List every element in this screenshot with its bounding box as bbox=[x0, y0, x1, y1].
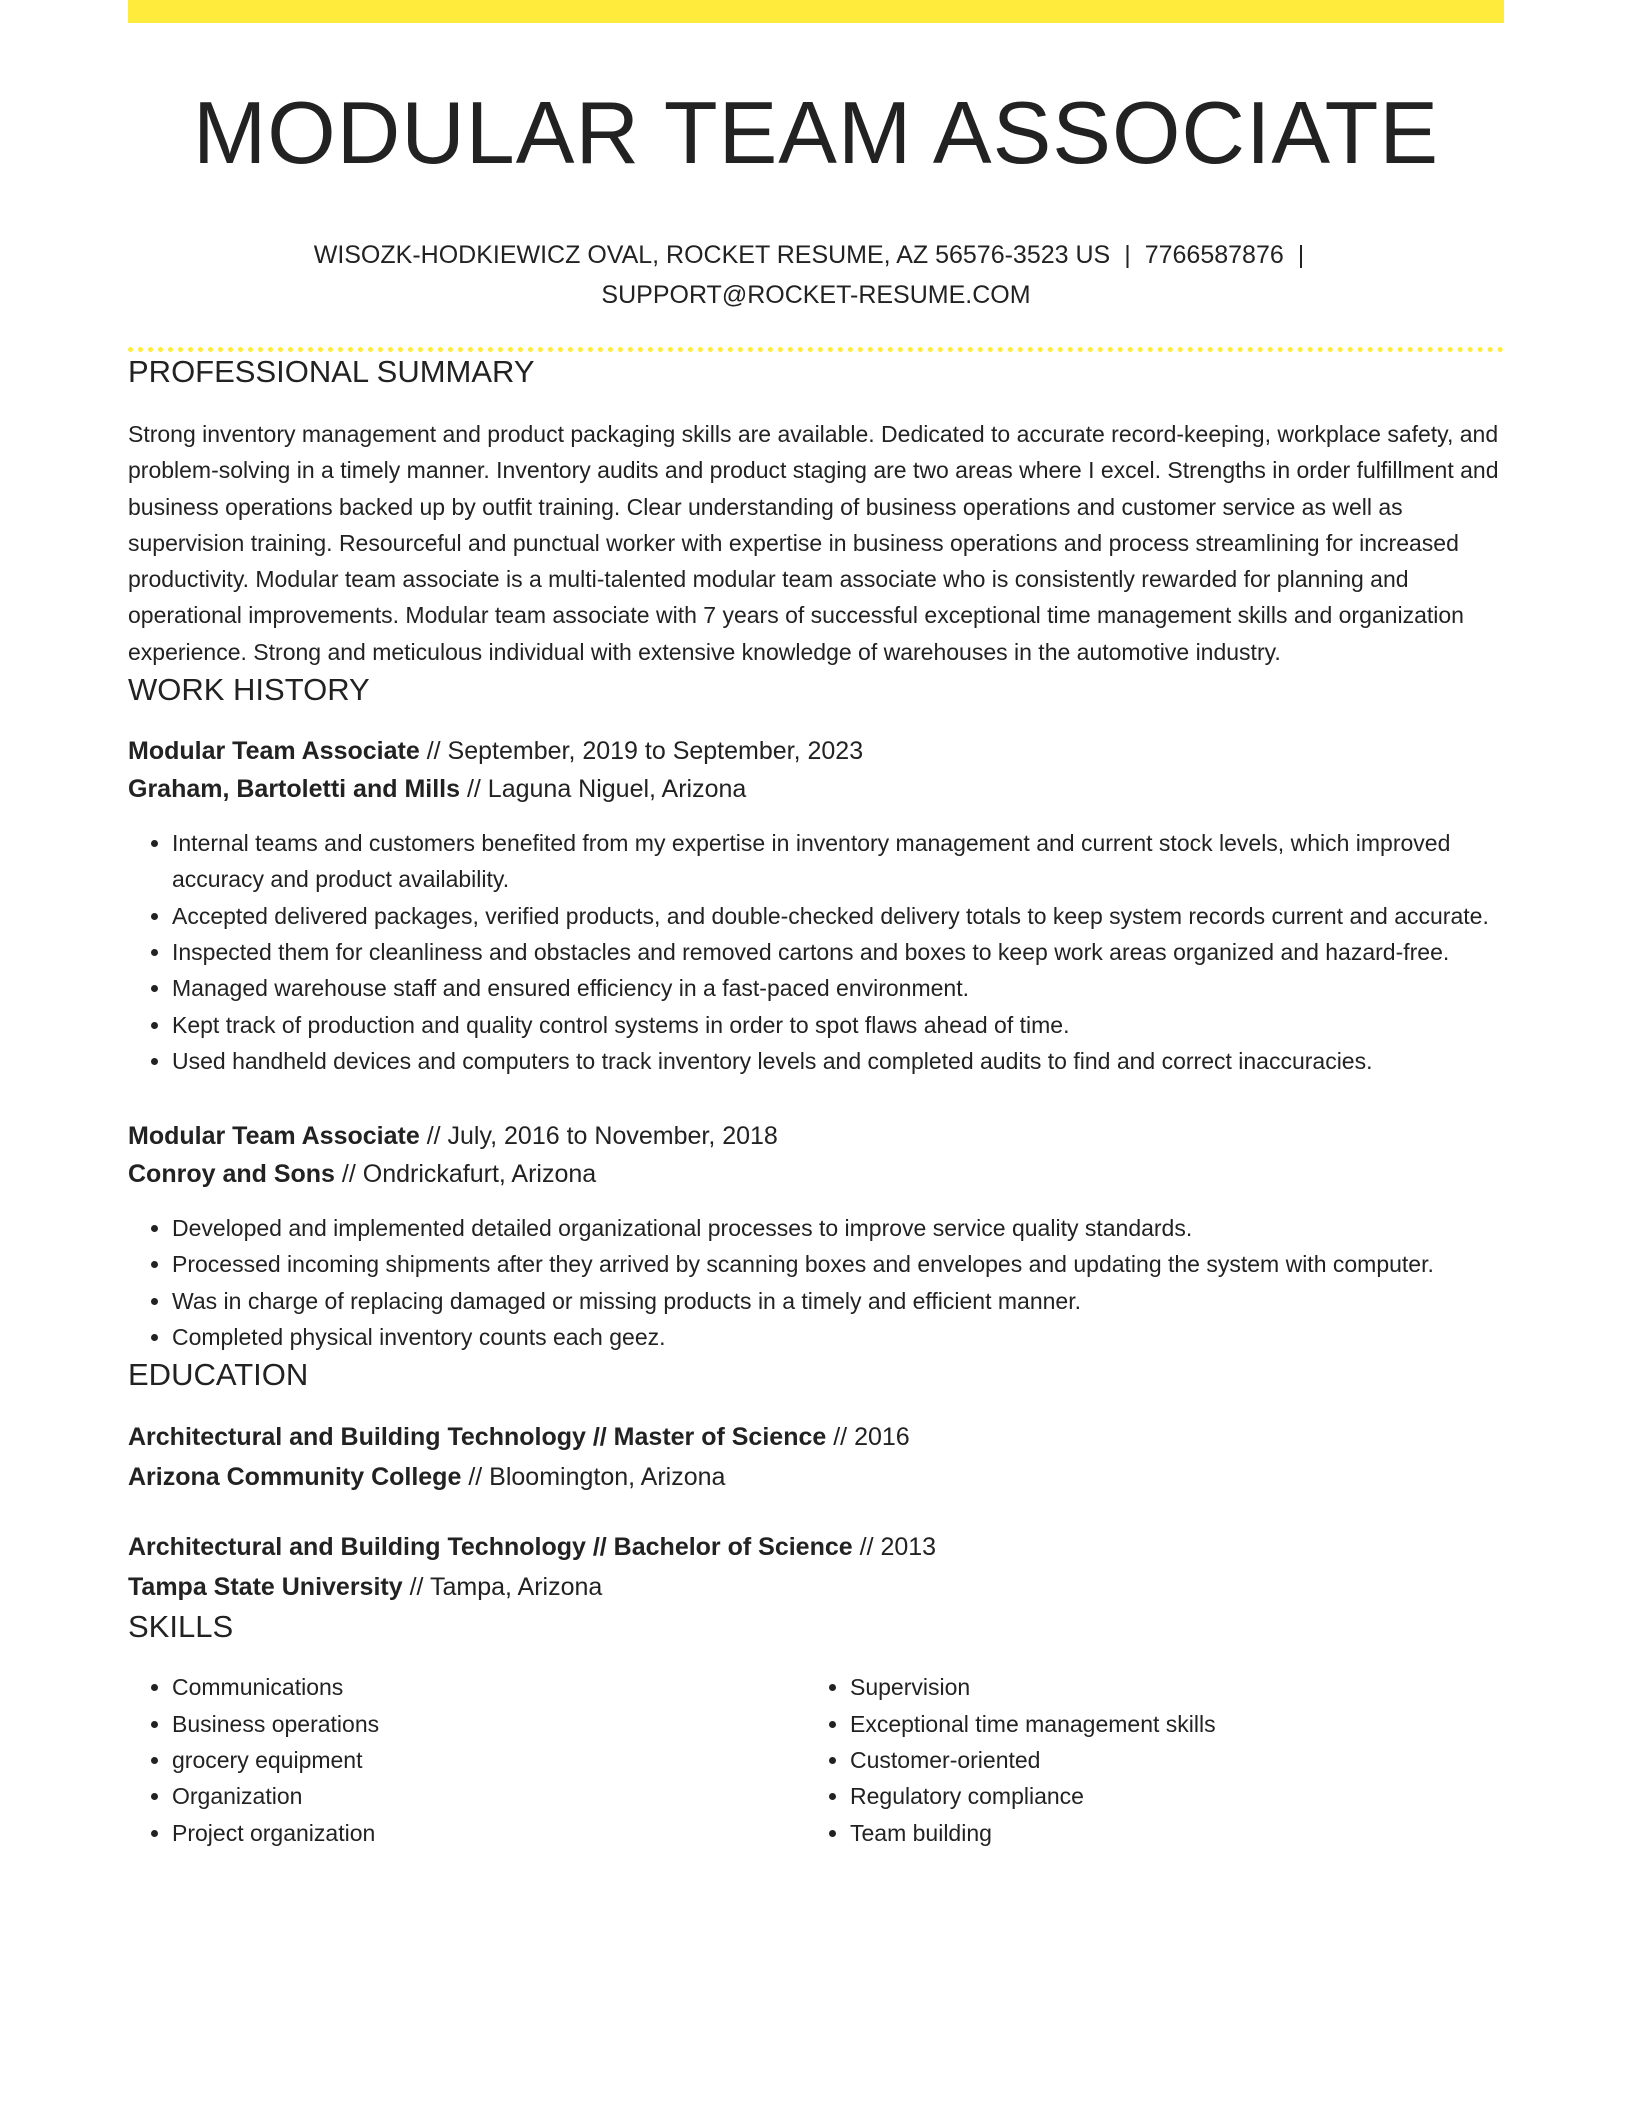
job-company: Graham, Bartoletti and Mills bbox=[128, 775, 461, 804]
job-title: Modular Team Associate bbox=[128, 737, 420, 766]
list-item: • Team building bbox=[850, 1815, 1480, 1851]
education-degree: Architectural and Building Technology // Master of Science bbox=[128, 1423, 827, 1452]
education-entry bbox=[128, 1527, 1504, 1607]
job-entry bbox=[128, 1117, 1504, 1355]
contact-phone: 7766587876 bbox=[1144, 241, 1284, 269]
job-company: Conroy and Sons bbox=[128, 1160, 335, 1189]
job-location: // Ondrickafurt, Arizona bbox=[334, 1160, 597, 1189]
list-item: • Project organization bbox=[172, 1815, 806, 1851]
contact-info bbox=[128, 235, 1504, 315]
resume-content bbox=[128, 23, 1504, 1851]
education-entry bbox=[128, 1417, 1504, 1497]
list-item: • Completed physical inventory counts each geez. bbox=[172, 1319, 1504, 1355]
education-degree-line bbox=[128, 1417, 1504, 1457]
job-title: Modular Team Associate bbox=[128, 1122, 420, 1151]
education-degree-line bbox=[128, 1527, 1504, 1567]
contact-separator: | bbox=[1297, 241, 1305, 269]
list-item: • Internal teams and customers benefited from my expertise in inventory management and current stock levels, which improved accuracy and product availability. bbox=[172, 825, 1504, 898]
list-item: • Kept track of production and quality control systems in order to spot flaws ahead of time. bbox=[172, 1007, 1504, 1043]
list-item: • Was in charge of replacing damaged or missing products in a timely and efficient manner. bbox=[172, 1283, 1504, 1319]
list-item: • Used handheld devices and computers to track inventory levels and completed audits to find and correct inaccuracies. bbox=[172, 1043, 1504, 1079]
list-item: • Organization bbox=[172, 1778, 806, 1814]
skills-column-right bbox=[806, 1669, 1480, 1850]
list-item: • Regulatory compliance bbox=[850, 1778, 1480, 1814]
job-dates: // September, 2019 to September, 2023 bbox=[419, 737, 864, 766]
section-heading-summary: PROFESSIONAL SUMMARY bbox=[128, 354, 535, 389]
section-heading-work: WORK HISTORY bbox=[128, 672, 370, 708]
contact-email: SUPPORT@ROCKET-RESUME.COM bbox=[601, 281, 1031, 309]
job-company-line bbox=[128, 1155, 1504, 1193]
list-item: • Developed and implemented detailed organizational processes to improve service quality standards. bbox=[172, 1210, 1504, 1246]
skills-column-left bbox=[128, 1669, 806, 1850]
education-school-line bbox=[128, 1457, 1504, 1497]
page-title: MODULAR TEAM ASSOCIATE bbox=[192, 83, 1440, 182]
list-item: • Managed warehouse staff and ensured efficiency in a fast-paced environment. bbox=[172, 970, 1504, 1006]
job-company-line bbox=[128, 770, 1504, 808]
list-item: • Processed incoming shipments after they arrived by scanning boxes and envelopes and updating the system with computer. bbox=[172, 1246, 1504, 1282]
section-heading-education: EDUCATION bbox=[128, 1357, 309, 1393]
education-location: // Bloomington, Arizona bbox=[461, 1463, 726, 1492]
list-item: • Supervision bbox=[850, 1669, 1480, 1705]
list-item: • Business operations bbox=[172, 1706, 806, 1742]
education-school-line bbox=[128, 1567, 1504, 1607]
job-entry bbox=[128, 732, 1504, 1079]
education-year: // 2013 bbox=[852, 1533, 937, 1562]
job-bullets bbox=[128, 825, 1504, 1079]
education-location: // Tampa, Arizona bbox=[402, 1573, 603, 1602]
education-school: Arizona Community College bbox=[128, 1463, 462, 1492]
list-item: • Customer-oriented bbox=[850, 1742, 1480, 1778]
accent-top-bar bbox=[128, 0, 1504, 23]
education-degree: Architectural and Building Technology // Bachelor of Science bbox=[128, 1533, 853, 1562]
job-title-line bbox=[128, 732, 1504, 770]
job-bullets bbox=[128, 1210, 1504, 1355]
list-item: • grocery equipment bbox=[172, 1742, 806, 1778]
skills-list bbox=[128, 1669, 1504, 1850]
list-item: • Communications bbox=[172, 1669, 806, 1705]
contact-separator: | bbox=[1124, 241, 1131, 269]
education-school: Tampa State University bbox=[128, 1573, 403, 1602]
job-dates: // July, 2016 to November, 2018 bbox=[419, 1122, 778, 1151]
list-item: • Accepted delivered packages, verified products, and double-checked delivery totals to keep system records current and accurate. bbox=[172, 898, 1504, 934]
contact-address: WISOZK-HODKIEWICZ OVAL, ROCKET RESUME, AZ 56576-3523 US bbox=[313, 241, 1111, 269]
summary-text: Strong inventory management and product packaging skills are available. Dedicated to accurate record-keeping, workplace safety, and problem-solving in a timely manner. Inventory audits and product staging are two areas where I excel. Strengths in order fulfillment and business operations backed up by outfit training. Clear understanding of business operations and customer service as well as supervision training. Resourceful and punctual worker with expertise in business operations and process streamlining for increased productivity. Modular team associate is a multi-talented modular team associate who is consistently rewarded for planning and operational improvements. Modular team associate with 7 years of successful exceptional time management skills and organization experience. Strong and meticulous individual with extensive knowledge of warehouses in the automotive industry. bbox=[128, 421, 1499, 665]
section-heading-skills: SKILLS bbox=[128, 1609, 234, 1645]
list-item: • Exceptional time management skills bbox=[850, 1706, 1480, 1742]
education-year: // 2016 bbox=[826, 1423, 910, 1452]
list-item: • Inspected them for cleanliness and obstacles and removed cartons and boxes to keep work areas organized and hazard-free. bbox=[172, 934, 1504, 970]
job-location: // Laguna Niguel, Arizona bbox=[460, 775, 747, 804]
job-title-line bbox=[128, 1117, 1504, 1155]
